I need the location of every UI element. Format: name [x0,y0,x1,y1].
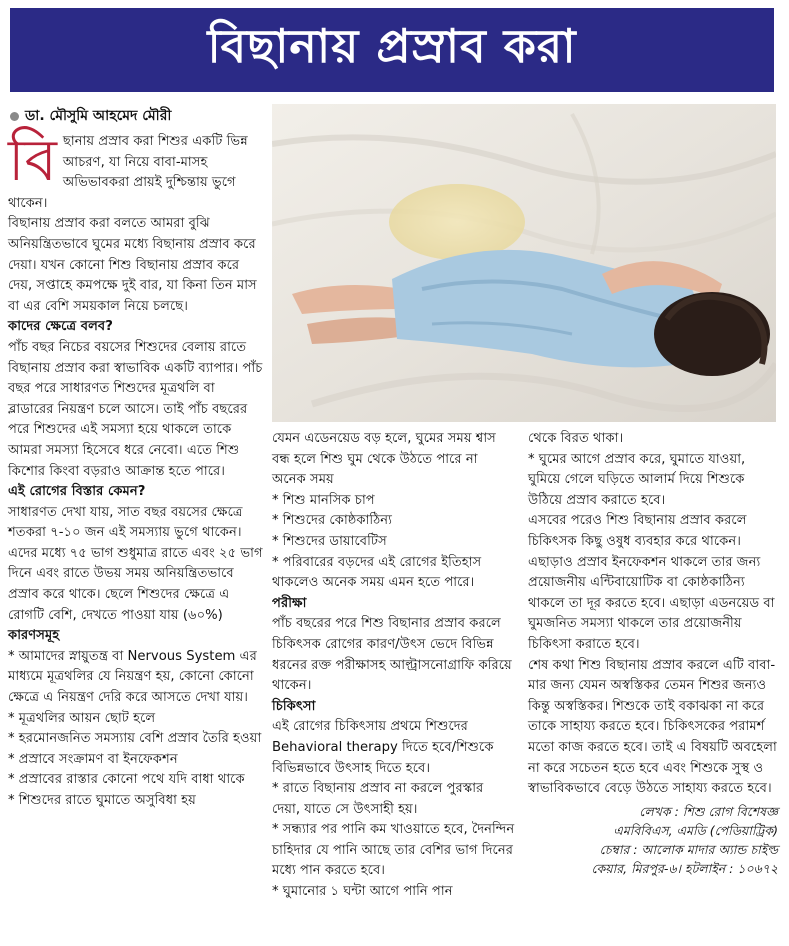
list-item: * সন্ধ্যার পর পানি কম খাওয়াতে হবে, দৈনন্দিন চাহিদার যে পানি আছে তার বেশির ভাগ দিনের মধ্যে পান করতে হবে। [272,822,515,879]
article-column-3 [528,429,778,878]
list-item: * আমাদের স্নায়ুতন্ত্র বা Nervous System এর মাধ্যমে মূত্রথলির যে নিয়ন্ত্রণ হয়, কোনো কোনো ক্ষেত্রে এ নিয়ন্ত্রণ দেরি করে আসতে দেখা যায়। [8,648,257,706]
list-item: * শিশু মানসিক চাপ [272,492,375,508]
credit-line: চেম্বার : আলোক মাদার অ্যান্ড চাইল্ড [599,841,778,857]
byline-bullet-icon [10,112,19,121]
article-photo [272,104,776,422]
paragraph: শেষ কথা শিশু বিছানায় প্রস্রাব করলে এটি বাবা-মার জন্য যেমন অস্বস্তিকর তেমন শিশুর জন্যও কিন্তু অস্বস্তিকর। শিশুকে তাই বকাঝকা না করে তাকে সাহায্য করতে হবে। চিকিৎসকের পরামর্শ মতো কাজ করতে হবে। তাই এ বিষয়টি অবহেলা না করে সচেতন হতে হবে এবং শিশুকে সুস্থ ও স্বাভাবিকভাবে বেড়ে উঠতে সাহায্য করতে হবে। [528,657,777,797]
credit-line: এমবিবিএস, এমডি (পেডিয়াট্রিক) [613,822,778,838]
byline [10,104,260,128]
paragraph: এই রোগের চিকিৎসায় প্রথমে শিশুদের Behavioral therapy দিতে হবে/শিশুকে বিভিন্নভাবে উৎসাহ দিতে হবে। [272,719,494,776]
paragraph: সাধারণত দেখা যায়, সাত বছর বয়সের ক্ষেত্রে শতকরা ৭-১০ জন এই সমস্যায় ভুগে থাকেন। এদের মধ্যে ৭৫ ভাগ শুধুমাত্র রাতে এবং ২৫ ভাগ দিনে এবং রাতে উভয় সময় অনিয়ন্ত্রিতভাবে প্রস্রাব করে থাকে। ছেলে শিশুদের ক্ষেত্রে এ রোগটি বেশি, দেখতে পাওয়া যায় (৬০%) [8,504,263,623]
list-item: * শিশুদের ডায়াবেটিস [272,533,387,549]
credit-line: কেয়ার, মিরপুর-৬। হটলাইন : ১০৬৭২ [591,860,778,876]
list-item: * প্রস্রাবে সংক্রামণ বা ইনফেকশন [8,751,178,767]
article-column-1 [8,126,264,812]
paragraph: থেকে বিরত থাকা। [528,431,624,446]
author-credit [528,802,778,878]
drop-cap: বি [8,126,57,194]
list-item: * পরিবারের বড়দের এই রোগের ইতিহাস থাকলেও অনেক সময় এমন হতে পারে। [272,554,482,591]
headline-banner [10,8,774,92]
list-item: * হরমোনজনিত সমস্যায় বেশি প্রস্রাব তৈরি হওয়া [8,731,262,747]
subheading: কাদের ক্ষেত্রে বলব? [8,319,113,335]
child-on-bed-illustration [272,104,776,422]
intro-paragraph: ছানায় প্রস্রাব করা শিশুর একটি ভিন্ন আচরণ, যা নিয়ে বাবা-মাসহ অভিভাবকরা প্রায়ই দুশ্চিন্তায় ভুগে থাকেন। [8,134,248,211]
subheading: এই রোগের বিস্তার কেমন? [8,484,146,500]
article-column-2 [272,429,515,903]
paragraph: পাঁচ বছর নিচের বয়সের শিশুদের বেলায় রাতে বিছানায় প্রস্রাব করা স্বাভাবিক একটি ব্যাপার। পাঁচ বছর পরে সাধারণত শিশুদের মূত্রথলি বা ব্লাডারের নিয়ন্ত্রণ চলে আসে। তাই পাঁচ বছরের পরে শিশুদের এই সমস্যা হয়ে থাকলে তাকে আমরা সমস্যা হিসেবে ধরে নেবো। এতে শিশু কিশোর কিংবা বড়রাও আক্রান্ত হতে পারে। [8,339,263,479]
list-item: * রাতে বিছানায় প্রস্রাব না করলে পুরস্কার দেয়া, যাতে সে উৎসাহী হয়। [272,781,484,817]
paragraph: যেমন এডেনয়েড বড় হলে, ঘুমের সময় শ্বাস বন্ধ হলে শিশু ঘুম থেকে উঠতে পারে না অনেক সময় [272,431,496,488]
subheading: কারণসমূহ [8,628,60,644]
list-item: * মূত্রথলির আয়ন ছোট হলে [8,710,156,726]
paragraph: পাঁচ বছরের পরে শিশু বিছানার প্রস্রাব করলে চিকিৎসক রোগের কারণ/উৎস ভেদে বিভিন্ন ধরনের রক্ত পরীক্ষাসহ আল্ট্রাসনোগ্রাফি করিয়ে থাকেন। [272,616,512,694]
list-item: * প্রস্রাবের রাস্তার কোনো পথে যদি বাধা থাকে [8,772,245,788]
list-item: * শিশুদের রাতে ঘুমাতে অসুবিধা হয় [8,793,196,808]
subheading: চিকিৎসা [272,698,316,714]
subheading: পরীক্ষা [272,595,307,611]
headline: বিছানায় প্রস্রাব করা [207,19,577,73]
list-item: * ঘুমের আগে প্রস্রাব করে, ঘুমাতে যাওয়া, ঘুমিয়ে গেলে ঘড়িতে আলার্ম দিয়ে শিশুকে উঠিয়ে প্রস্রাব করাতে হবে। [528,451,746,508]
author-name: ডা. মৌসুমি আহমেদ মৌরী [25,108,172,124]
list-item: * শিশুদের কোষ্ঠকাঠিন্য [272,513,392,529]
list-item: * ঘুমানোর ১ ঘন্টা আগে পানি পান [272,884,453,900]
paragraph: এসবের পরেও শিশু বিছানায় প্রস্রাব করলে চিকিৎসক কিছু ওষুধ ব্যবহার করে থাকেন। এছাড়াও প্রস্রাব ইনফেকশন থাকলে তার জন্য প্রয়োজনীয় এন্টিবায়োটিক বা কোষ্ঠকাঠিন্য থাকলে তা দূর করতে হবে। এছাড়া এডনয়েড বা ঘুমজনিত সমস্যা থাকলে তার প্রয়োজনীয় চিকিৎসা করাতে হবে। [528,513,775,652]
paragraph: বিছানায় প্রস্রাব করা বলতে আমরা বুঝি অনিয়ন্ত্রিতভাবে ঘুমের মধ্যে বিছানায় প্রস্রাব করে দেয়া। যখন কোনো শিশু বিছানায় প্রস্রাব করে দেয়, সপ্তাহে কমপক্ষে দুই বার, যা কিনা তিন মাস বা এর বেশি সময়কাল নিয়ে চলছে। [8,216,257,314]
credit-line: লেখক : শিশু রোগ বিশেষজ্ঞ [639,803,778,819]
